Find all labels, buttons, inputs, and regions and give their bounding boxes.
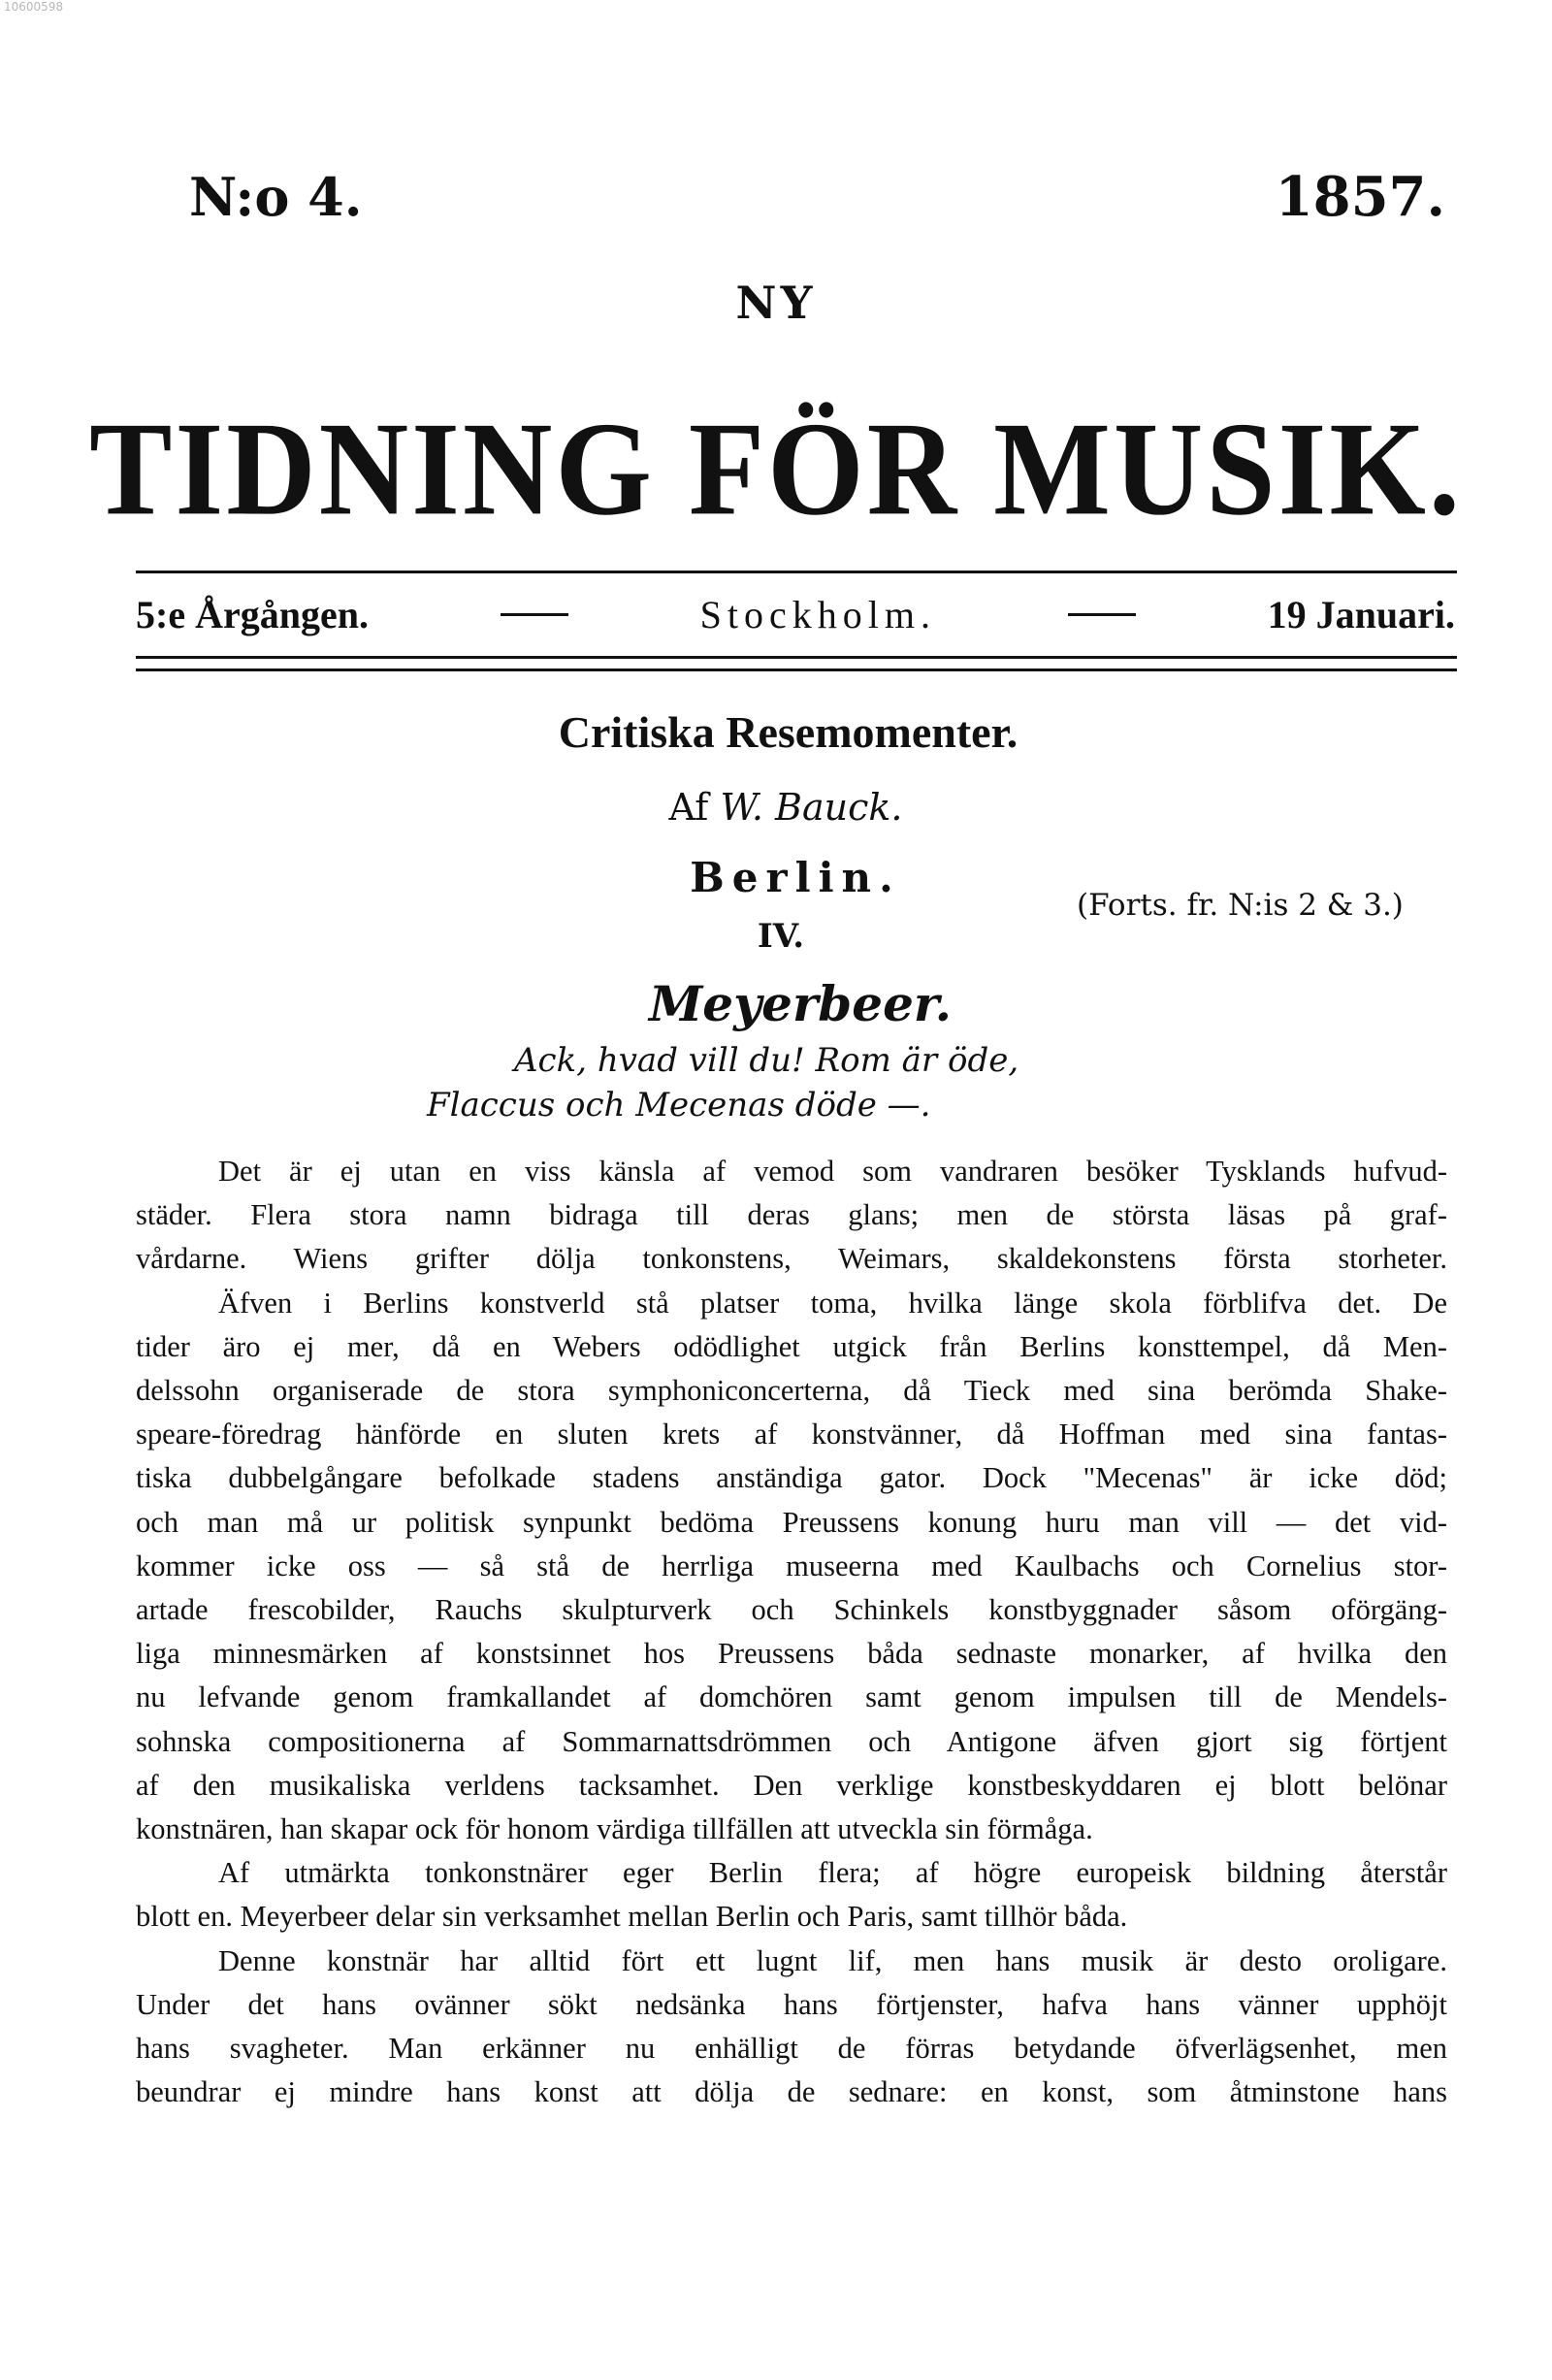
- article-heading: Critiska Resemomenter.: [558, 707, 1018, 757]
- author-prefix: Af: [668, 786, 709, 829]
- body-line: tider äro ej mer, då en Webers odödlighet utgick från Berlins konsttempel, då Men-: [136, 1329, 1447, 1363]
- body-line: artade frescobilder, Rauchs skulpturverk och Schinkels konstbyggnader såsom oförgäng-: [136, 1593, 1447, 1627]
- article-author: [19, 786, 1552, 829]
- body-line: tiska dubbelgångare befolkade stadens anständiga gator. Dock "Mecenas" är icke död;: [136, 1461, 1447, 1495]
- body-line: speare-föredrag hänförde en sluten krets af konstvänner, då Hoffman med sina fantas-: [136, 1418, 1447, 1451]
- body-line: Äfven i Berlins konstverld stå platser toma, hvilka länge skola förblifva det. De: [218, 1286, 1447, 1320]
- article-body: [136, 1150, 1447, 2114]
- epigraph: [427, 1038, 1018, 1127]
- body-line: delssohn organiserade de stora symphoniconcerterna, då Tieck med sina berömda Shake-: [136, 1374, 1447, 1408]
- body-line: blott en. Meyerbeer delar sin verksamhet mellan Berlin och Paris, samt tillhör båda.: [136, 1900, 1128, 1934]
- body-line: Det är ej utan en viss känsla af vemod som vandraren besöker Tysklands hufvud-: [218, 1155, 1447, 1188]
- body-line: af den musikaliska verldens tacksamhet. Den verklige konstbeskyddaren ej blott belönar: [136, 1768, 1447, 1802]
- body-line: Denne konstnär har alltid fört ett lugnt lif, men hans musik är desto oroligare.: [218, 1943, 1447, 1977]
- epigraph-line: Flaccus och Mecenas döde —.: [427, 1086, 931, 1125]
- dash-divider: [501, 613, 568, 616]
- year: 1857.: [1275, 165, 1445, 229]
- title-ny: NY: [735, 277, 817, 329]
- body-line: nu lefvande genom framkallandet af domchören samt genom impulsen till de Mendels-: [136, 1680, 1447, 1714]
- date-label: 19 Januari.: [1267, 593, 1455, 636]
- body-line: konstnären, han skapar ock för honom värdiga tillfällen att utveckla sin förmåga.: [136, 1812, 1093, 1846]
- body-line: Under det hans ovänner sökt nedsänka hans förtjenster, hafva hans vänner upphöjt: [136, 1987, 1447, 2021]
- body-line: liga minnesmärken af konstsinnet hos Preussens båda sednaste monarker, af hvilka den: [136, 1637, 1447, 1671]
- section-number: IV.: [757, 917, 805, 956]
- masthead-top-row: [189, 165, 1445, 229]
- body-line: och man må ur politisk synpunkt bedöma Preussens konung huru man vill — det vid-: [136, 1505, 1447, 1539]
- dash-divider: [1068, 613, 1136, 616]
- masthead-rule: [136, 571, 1457, 573]
- masthead-double-rule: [136, 656, 1457, 671]
- volume-label: 5:e Årgången.: [136, 593, 369, 636]
- body-line: kommer icke oss — så stå de herrliga museerna med Kaulbachs och Cornelius stor-: [136, 1549, 1447, 1582]
- city-label: Stockholm.: [699, 593, 936, 636]
- body-line: hans svagheter. Man erkänner nu enhälligt de förras betydande öfverlägsenhet, men: [136, 2032, 1447, 2066]
- body-line: beundrar ej mindre hans konst att dölja de sednare: en konst, som åtminstone hans: [136, 2075, 1447, 2109]
- issue-number: N:o 4.: [189, 166, 363, 228]
- body-line: sohnska compositionerna af Sommarnattsdrömmen och Antigone äfven gjort sig förtjent: [136, 1724, 1447, 1758]
- masthead-info-row: [136, 592, 1455, 637]
- body-line: Af utmärkta tonkonstnärer eger Berlin flera; af högre europeisk bildning återstår: [218, 1856, 1447, 1890]
- article-place: Berlin.: [690, 854, 901, 901]
- section-subject: Meyerbeer.: [648, 975, 953, 1032]
- author-name: W. Bauck.: [720, 786, 903, 829]
- continuation-note: (Forts. fr. N:is 2 & 3.): [1077, 888, 1404, 923]
- body-line: vårdarne. Wiens grifter dölja tonkonstens, Weimars, skaldekonstens första storheter.: [136, 1242, 1447, 1276]
- epigraph-line: Ack, hvad vill du! Rom är öde,: [514, 1041, 1019, 1080]
- body-line: städer. Flera stora namn bidraga till deras glans; men de största läsas på graf-: [136, 1198, 1447, 1232]
- scan-id-label: 10600598: [4, 0, 64, 14]
- newspaper-title: TIDNING FÖR MUSIK.: [89, 394, 1463, 543]
